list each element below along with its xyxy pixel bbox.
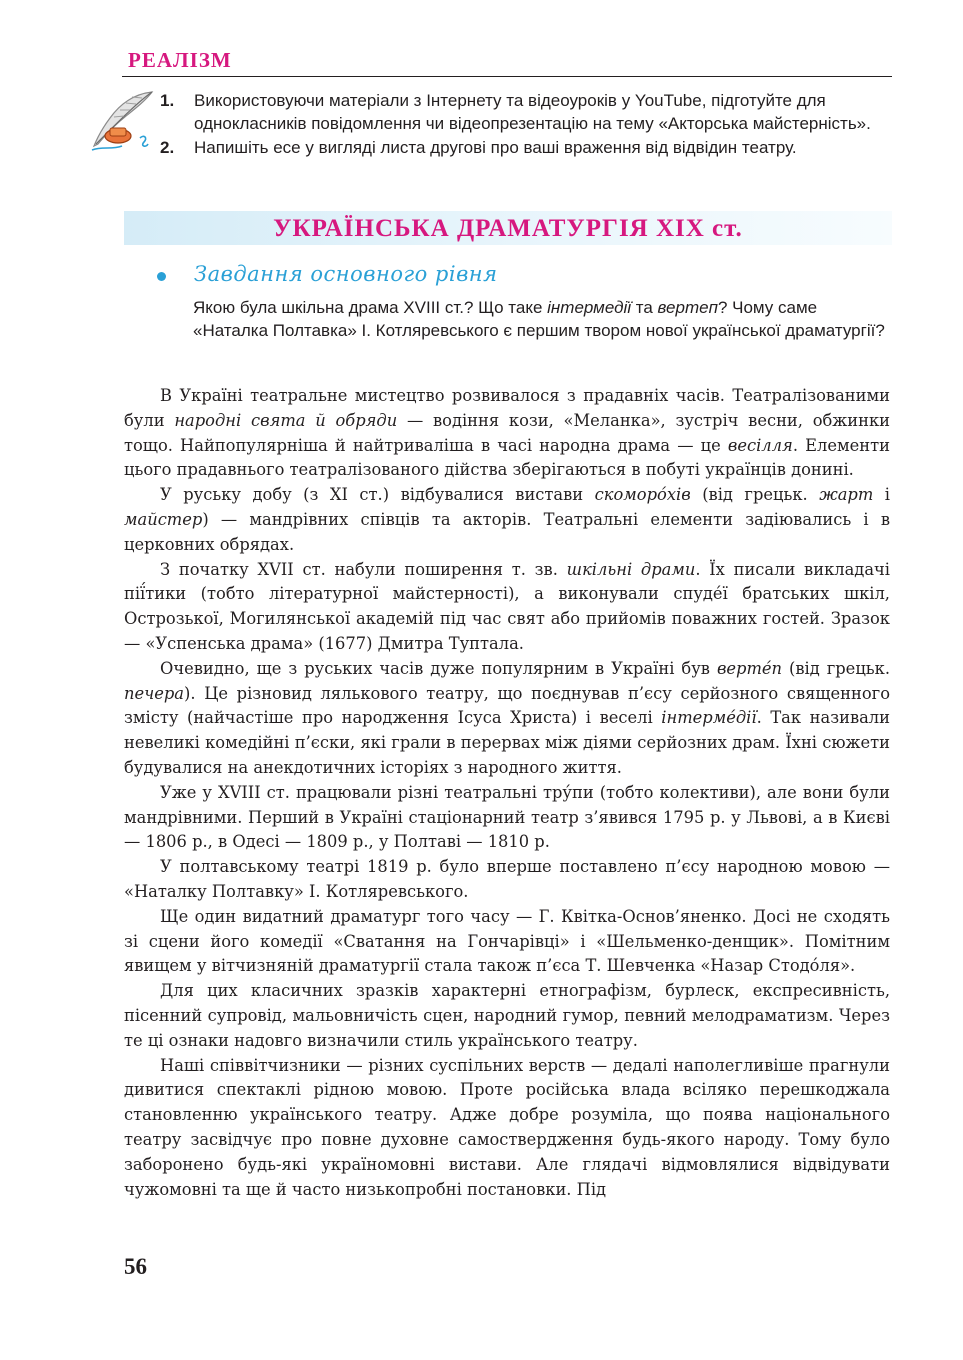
question-text: та: [631, 298, 658, 317]
text-run: і: [873, 485, 890, 505]
quill-inkpot-icon: [82, 88, 156, 156]
bullet-icon: [157, 272, 166, 281]
text-run: — водіння кози, «Меланка», зустріч весни, обжинки тощо. Найпопулярніша й найтриваліша в часі народна драма — це: [124, 410, 891, 455]
text-run: . Так називали невеликі комедійні п’єски, які грали в перервах між діями серйозних драм. Їхні сюжети будувалися на анекдотичних історіях з народного життя.: [124, 708, 891, 777]
term: майстер: [124, 509, 203, 529]
text-run: ) — мандрівних співців та акторів. Театральні елементи задіювались і в церковних обрядах.: [124, 509, 890, 554]
task-text: Використовуючи матеріали з Інтернету та відеоуроків у YouTube, підготуйте для однокласників повідомлення чи відеопрезентацію на тему «Акторська майстерність».: [194, 91, 871, 133]
basic-level-questions: [193, 297, 893, 342]
task-number: 2.: [160, 138, 175, 157]
paragraph: [124, 558, 890, 657]
main-text: [124, 384, 890, 1202]
page-number: 56: [124, 1254, 147, 1279]
text-run: Очевидно, ще з руських часів дуже популярним в Україні був: [160, 658, 717, 678]
text-run: (від грецьк.: [690, 485, 820, 505]
header-divider: [122, 76, 892, 77]
task-text: Напишіть есе у вигляді листа другові про ваші враження від відвідин театру.: [194, 138, 797, 157]
question-term: інтермедії: [547, 298, 632, 317]
section-label: РЕАЛІЗМ: [128, 48, 232, 72]
paragraph: [124, 657, 890, 781]
paragraph: Ще один видатний драматург того часу — Г. Квітка-Основ’яненко. Досі не сходять зі сцени його комедії «Сватання на Гончарівці» і «Шельменко-денщик». Помітним явищем у вітчизняній драматургії стала також п’єса Т. Шевченка «Назар Стодо́ля».: [124, 906, 890, 976]
term: шкільні драми: [566, 559, 696, 579]
text-run: (від грецьк.: [782, 658, 891, 678]
text-run: З початку XVII ст. набули поширення т. зв.: [160, 559, 567, 579]
term: народні свята й обряди: [174, 410, 398, 430]
term: весілля: [727, 435, 793, 455]
term: інтерме́дії: [661, 708, 757, 728]
question-text: Якою була шкільна драма XVIII ст.? Що таке: [193, 298, 548, 317]
term: верте́п: [716, 658, 783, 678]
task-list: [160, 89, 890, 160]
paragraph: [124, 384, 890, 483]
question-term: вертеп: [657, 298, 718, 317]
list-item: [160, 136, 890, 159]
term: жарт: [819, 485, 874, 505]
text-run: У руську добу (з XI ст.) відбувалися вистави: [160, 485, 595, 505]
task-number: 1.: [160, 91, 175, 110]
term: печера: [124, 683, 185, 703]
question-text: ? Чому саме «Наталка Полтавка» І. Котляревського є першим твором нової української драматургії?: [193, 298, 885, 340]
list-item: [160, 89, 890, 135]
text-run: В Україні театральне мистецтво розвивалося з прадавніх часів. Театралізованими були: [124, 386, 890, 430]
text-run: . Елементи цього прадавнього театралізованого дійства зберігаються в побуті українців донині.: [124, 435, 890, 480]
paragraph: [124, 483, 890, 557]
text-run: . Їх писали викладачі пії́тики (тобто літературної майстерності), а виконували спуде́ї братських шкіл, Острозької, Могилянської академій під час свят або прийомів поважних гостей. Зразок — «Успенська драма» (1677) Дмитра Туптала.: [124, 559, 890, 653]
paragraph: Наші співвітчизники — різних суспільних верств — дедалі наполегливіше прагнули дивитися спектаклі рідною мовою. Проте російська влада всіляко перешкоджала становленню українського театру. Адже добре розуміла, що поява національного театру засвідчує про повне духовне самоствердження будь-якого народу. Тому було заборонено будь-які україномовні вистави. Але глядачі відмовлялися відвідувати чужомовні та ще й часто низькопробні постановки. Під: [124, 1055, 890, 1199]
basic-level-heading: Завдання основного рівня: [194, 262, 498, 286]
paragraph: У полтавському театрі 1819 р. було вперше поставлено п’єсу народною мовою — «Наталку Полтавку» І. Котляревського.: [124, 857, 890, 901]
paragraph: Для цих класичних зразків характерні етнографізм, бурлеск, експресивність, пісенний супровід, мальовничість сцен, народний гумор, певний мелодраматизм. Через те ці ознаки надовго визначили стиль українського театру.: [124, 981, 890, 1050]
section-title: УКРАЇНСЬКА ДРАМАТУРГІЯ XIX ст.: [273, 215, 743, 242]
paragraph: Уже у XVIII ст. працювали різні театральні тру́пи (тобто колективи), але вони були мандрівними. Перший в Україні стаціонарний театр з’явився 1795 р. у Львові, а в Києві — 1806 р., в Одесі — 1809 р., у Полтаві — 1810 р.: [124, 782, 890, 852]
text-run: ). Це різновид лялькового театру, що поєднував п’єсу серйозного священного змісту (найчастіше про народження Ісуса Христа) і веселі: [124, 683, 890, 728]
term: скоморо́хів: [594, 485, 691, 505]
